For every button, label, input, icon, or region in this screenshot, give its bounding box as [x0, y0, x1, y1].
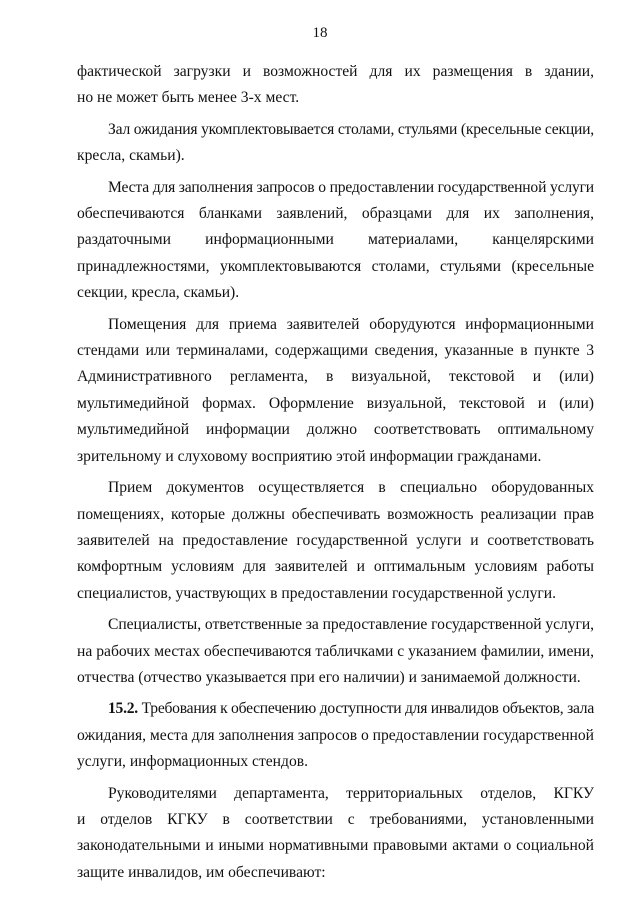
- text-line: мультимедийной формах. Оформление визуальной, текстовой и (или): [77, 394, 594, 412]
- text-line: Административного регламента, в визуальной, текстовой и (или): [77, 368, 594, 386]
- text-line: специалистов, участвующих в предоставлении государственной услуги.: [77, 584, 557, 602]
- section-number: 15.2.: [108, 700, 138, 718]
- text-line: законодательными и иными нормативными правовыми актами о социальной: [77, 837, 594, 855]
- text-line: кресла, скамьи).: [77, 147, 185, 165]
- section-heading-text: Требования к обеспечению доступности для инвалидов объектов, зала: [137, 700, 595, 718]
- paragraph-7: [77, 696, 594, 775]
- text-line: и отделов КГКУ в соответствии с требованиями, установленными: [77, 810, 594, 828]
- text-line: Руководителями департамента, территориальных отделов, КГКУ: [108, 784, 594, 802]
- text-line: услуги, информационных стендов.: [77, 753, 309, 771]
- page-number: 18: [312, 25, 328, 41]
- text-line: обеспечиваются бланками заявлений, образцами для их заполнения,: [77, 205, 594, 223]
- text-line: Места для заполнения запросов о предоставлении государственной услуги: [108, 178, 594, 196]
- paragraph-3: [77, 175, 594, 307]
- text-line: Прием документов осуществляется в специально оборудованных: [108, 479, 594, 497]
- text-line: секции, кресла, скамьи).: [77, 284, 240, 302]
- text-line: Специалисты, ответственные за предоставление государственной услуги,: [108, 616, 594, 634]
- text-line: помещениях, которые должны обеспечивать возможность реализации прав: [77, 505, 594, 523]
- paragraph-1: [77, 59, 594, 112]
- text-line: Зал ожидания укомплектовывается столами, стульями (кресельные секции,: [108, 120, 594, 138]
- text-line: зрительному и слуховому восприятию этой информации гражданами.: [77, 447, 542, 465]
- text-line: на рабочих местах обеспечиваются табличками с указанием фамилии, имени,: [77, 642, 594, 660]
- text-line: стендами или терминалами, содержащими сведения, указанные в пункте 3: [77, 342, 594, 360]
- paragraph-4: [77, 312, 594, 470]
- paragraph-2: [77, 117, 594, 170]
- text-line: комфортным условиям для заявителей и оптимальным условиям работы: [77, 558, 594, 576]
- text-line: Помещения для приема заявителей оборудуются информационными: [108, 315, 594, 333]
- text-line: фактической загрузки и возможностей для их размещения в здании,: [77, 63, 594, 80]
- paragraph-8: [77, 781, 594, 887]
- text-line: заявителей на предоставление государственной услуги и соответствовать: [77, 531, 594, 549]
- text-line: ожидания, места для заполнения запросов о предоставлении государственной: [77, 726, 594, 744]
- text-line: защите инвалидов, им обеспечивают:: [77, 863, 326, 881]
- document-body: [77, 59, 594, 886]
- paragraph-5: [77, 475, 594, 607]
- text-line: но не может быть менее 3-х мест.: [77, 89, 300, 107]
- text-line: [77, 696, 594, 722]
- paragraph-6: [77, 612, 594, 691]
- text-line: принадлежностями, укомплектовываются столами, стульями (кресельные: [77, 257, 594, 275]
- text-line: мультимедийной информации должно соответствовать оптимальному: [77, 421, 594, 439]
- text-line: отчества (отчество указывается при его наличии) и занимаемой должности.: [77, 668, 581, 686]
- text-line: раздаточными информационными материалами, канцелярскими: [77, 231, 594, 249]
